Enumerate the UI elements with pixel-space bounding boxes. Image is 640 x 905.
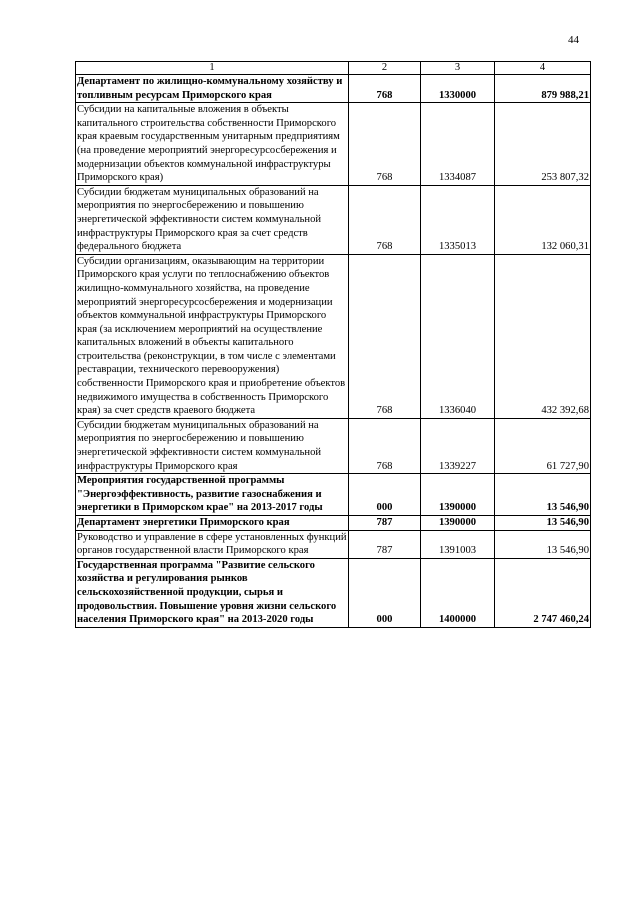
row-code-cell: 768 bbox=[349, 185, 421, 254]
row-amount-cell: 61 727,90 bbox=[495, 418, 591, 473]
row-name-cell: Мероприятия государственной программы "Энергоэффективность, развитие газоснабжения и энергетики в Приморском крае" на 2013-2017 годы bbox=[76, 474, 349, 516]
row-code-cell: 000 bbox=[349, 474, 421, 516]
page-number: 44 bbox=[568, 34, 579, 46]
row-code-cell: 000 bbox=[349, 558, 421, 627]
column-header: 4 bbox=[495, 62, 591, 75]
row-name-cell: Субсидии организациям, оказывающим на территории Приморского края услуги по теплоснабжению объектов жилищно-коммунального хозяйства, на проведение мероприятий энергоресурсосбережения и модернизации объектов коммунальной инфраструктуры Приморского края (за исключением мероприятий на осуществление капитальных вложений в объекты капитального строительства (реконструкции, в том числе с элементами реставрации, технического перевооружения) собственности Приморского края и приобретение объектов недвижимого имущества в собственность Приморского края) за счет средств краевого бюджета bbox=[76, 254, 349, 418]
table-row bbox=[76, 418, 591, 473]
row-amount-cell: 2 747 460,24 bbox=[495, 558, 591, 627]
row-amount-cell: 132 060,31 bbox=[495, 185, 591, 254]
row-target-cell: 1335013 bbox=[421, 185, 495, 254]
table-row bbox=[76, 474, 591, 516]
row-target-cell: 1400000 bbox=[421, 558, 495, 627]
row-code-cell: 787 bbox=[349, 516, 421, 531]
row-amount-cell: 13 546,90 bbox=[495, 530, 591, 558]
table-row bbox=[76, 516, 591, 531]
row-amount-cell: 432 392,68 bbox=[495, 254, 591, 418]
table-row bbox=[76, 185, 591, 254]
row-target-cell: 1334087 bbox=[421, 103, 495, 186]
row-amount-cell: 13 546,90 bbox=[495, 516, 591, 531]
row-target-cell: 1336040 bbox=[421, 254, 495, 418]
row-target-cell: 1390000 bbox=[421, 516, 495, 531]
row-code-cell: 787 bbox=[349, 530, 421, 558]
row-code-cell: 768 bbox=[349, 418, 421, 473]
row-target-cell: 1330000 bbox=[421, 75, 495, 103]
column-header: 1 bbox=[76, 62, 349, 75]
row-name-cell: Руководство и управление в сфере установленных функций органов государственной власти Приморского края bbox=[76, 530, 349, 558]
budget-table bbox=[75, 61, 591, 628]
column-header: 2 bbox=[349, 62, 421, 75]
row-amount-cell: 253 807,32 bbox=[495, 103, 591, 186]
table-row bbox=[76, 103, 591, 186]
row-name-cell: Департамент энергетики Приморского края bbox=[76, 516, 349, 531]
row-target-cell: 1339227 bbox=[421, 418, 495, 473]
table-header-row bbox=[76, 62, 591, 75]
row-code-cell: 768 bbox=[349, 254, 421, 418]
row-amount-cell: 879 988,21 bbox=[495, 75, 591, 103]
row-code-cell: 768 bbox=[349, 75, 421, 103]
row-code-cell: 768 bbox=[349, 103, 421, 186]
row-name-cell: Департамент по жилищно-коммунальному хозяйству и топливным ресурсам Приморского края bbox=[76, 75, 349, 103]
table-row bbox=[76, 75, 591, 103]
table-row bbox=[76, 530, 591, 558]
row-name-cell: Субсидии бюджетам муниципальных образований на мероприятия по энергосбережению и повышению энергетической эффективности систем коммунальной инфраструктуры Приморского края bbox=[76, 418, 349, 473]
table-row bbox=[76, 254, 591, 418]
row-target-cell: 1391003 bbox=[421, 530, 495, 558]
column-header: 3 bbox=[421, 62, 495, 75]
row-name-cell: Государственная программа "Развитие сельского хозяйства и регулирования рынков сельскохозяйственной продукции, сырья и продовольствия. Повышение уровня жизни сельского населения Приморского края" на 2013-2020 годы bbox=[76, 558, 349, 627]
row-name-cell: Субсидии бюджетам муниципальных образований на мероприятия по энергосбережению и повышению энергетической эффективности систем коммунальной инфраструктуры Приморского края за счет средств федерального бюджета bbox=[76, 185, 349, 254]
row-name-cell: Субсидии на капитальные вложения в объекты капитального строительства собственности Приморского края краевым государственным унитарным предприятиям (на проведение мероприятий энергоресурсосбережения и модернизации объектов коммунальной инфраструктуры Приморского края) bbox=[76, 103, 349, 186]
row-target-cell: 1390000 bbox=[421, 474, 495, 516]
table-row bbox=[76, 558, 591, 627]
row-amount-cell: 13 546,90 bbox=[495, 474, 591, 516]
